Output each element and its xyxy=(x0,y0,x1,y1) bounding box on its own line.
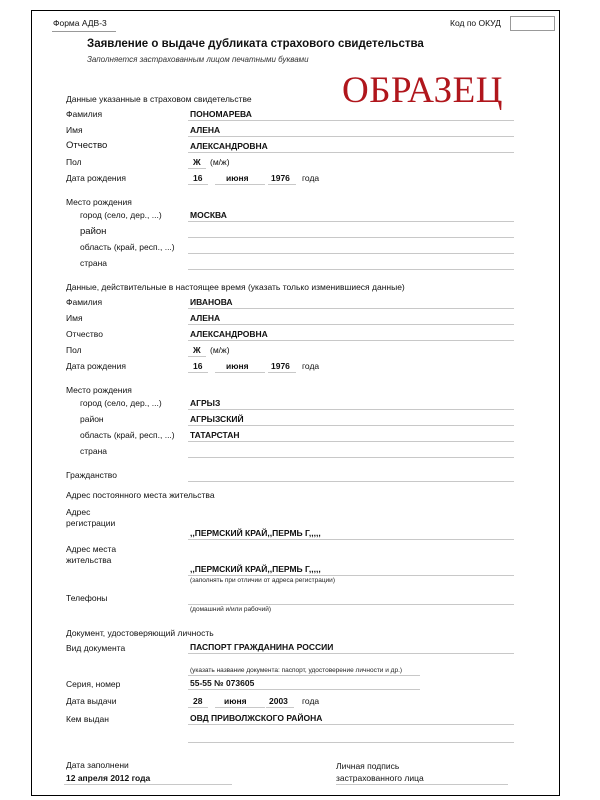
s1-city-label: город (село, дер., ...) xyxy=(80,210,162,220)
s2-patronymic-label: Отчество xyxy=(66,329,103,339)
s1-patronymic-label: Отчество xyxy=(66,140,108,151)
s1-dob-year[interactable]: 1976 xyxy=(271,173,290,183)
form-subtitle: Заполняется застрахованным лицом печатными буквами xyxy=(87,55,309,64)
s2-birthplace-heading: Место рождения xyxy=(66,385,132,395)
phones-label: Телефоны xyxy=(66,593,108,603)
doc-type-field[interactable]: ПАСПОРТ ГРАЖДАНИНА РОССИИ xyxy=(190,642,334,652)
s1-sex-field[interactable]: Ж xyxy=(193,157,201,167)
signature-label-2: застрахованного лица xyxy=(336,773,424,783)
date-filled-label: Дата заполнени xyxy=(66,760,129,770)
s2-region-field[interactable]: ТАТАРСТАН xyxy=(190,430,240,440)
s1-year-suffix: года xyxy=(302,173,320,183)
s2-city-label: город (село, дер., ...) xyxy=(80,398,162,408)
okud-label: Код по ОКУД xyxy=(450,18,501,28)
issue-day[interactable]: 28 xyxy=(193,696,203,706)
issue-year[interactable]: 2003 xyxy=(269,696,288,706)
s1-name-field[interactable]: АЛЕНА xyxy=(190,125,221,135)
s1-city-field[interactable]: МОСКВА xyxy=(190,210,227,220)
s2-sex-label: Пол xyxy=(66,345,82,355)
doc-type-label: Вид документа xyxy=(66,643,126,653)
reg-label-2: регистрации xyxy=(66,518,116,528)
identity-heading: Документ, удостоверяющий личность xyxy=(66,628,214,638)
s1-name-label: Имя xyxy=(66,125,83,135)
s1-sex-label: Пол xyxy=(66,157,82,167)
doc-type-hint: (указать название документа: паспорт, удостоверение личности и др.) xyxy=(190,667,403,674)
signature-line[interactable] xyxy=(336,784,508,785)
form-title: Заявление о выдаче дубликата страхового свидетельства xyxy=(87,38,424,50)
s2-name-field[interactable]: АЛЕНА xyxy=(190,313,221,323)
s2-district-label: район xyxy=(80,414,104,424)
s1-dob-label: Дата рождения xyxy=(66,173,126,183)
s2-region-label: область (край, респ., ...) xyxy=(80,430,175,440)
address-heading: Адрес постоянного места жительства xyxy=(66,490,215,500)
s2-dob-label: Дата рождения xyxy=(66,361,126,371)
s2-country-label: страна xyxy=(80,446,108,456)
signature-label-1: Личная подпись xyxy=(336,761,400,771)
form-code-underline xyxy=(52,31,116,32)
live-address-hint: (заполнять при отличии от адреса регистрации) xyxy=(190,577,335,584)
s2-sex-field[interactable]: Ж xyxy=(193,345,201,355)
issued-by-field[interactable]: ОВД ПРИВОЛЖСКОГО РАЙОНА xyxy=(190,713,323,723)
citizenship-label: Гражданство xyxy=(66,470,117,480)
s1-region-label: область (край, респ., ...) xyxy=(80,242,175,252)
s1-patronymic-field[interactable]: АЛЕКСАНДРОВНА xyxy=(190,141,268,151)
s1-surname-field[interactable]: ПОНОМАРЕВА xyxy=(190,109,252,119)
live-address-field[interactable]: ,,ПЕРМСКИЙ КРАЙ,,ПЕРМЬ Г,,,,, xyxy=(190,564,321,574)
reg-address-field[interactable]: ,,ПЕРМСКИЙ КРАЙ,,ПЕРМЬ Г,,,,, xyxy=(190,528,321,538)
s1-district-label: район xyxy=(80,226,107,237)
section1-heading: Данные указанные в страховом свидетельстве xyxy=(66,94,252,104)
s2-patronymic-field[interactable]: АЛЕКСАНДРОВНА xyxy=(190,329,268,339)
reg-label-1: Адрес xyxy=(66,507,91,517)
s2-surname-label: Фамилия xyxy=(66,297,103,307)
series-label: Серия, номер xyxy=(66,679,121,689)
s2-district-field[interactable]: АГРЫЗСКИЙ xyxy=(190,414,244,424)
form-page xyxy=(31,10,560,796)
issue-year-suffix: года xyxy=(302,696,320,706)
sample-stamp: ОБРАЗЕЦ xyxy=(342,70,503,111)
section2-heading: Данные, действительные в настоящее время (указать только изменившиеся данные) xyxy=(66,282,405,292)
okud-input[interactable] xyxy=(510,16,555,31)
s2-surname-field[interactable]: ИВАНОВА xyxy=(190,297,233,307)
issued-by-label: Кем выдан xyxy=(66,714,109,724)
s1-country-label: страна xyxy=(80,258,108,268)
s1-birthplace-heading: Место рождения xyxy=(66,197,132,207)
s1-dob-month[interactable]: июня xyxy=(226,173,249,183)
s2-sex-hint: (м/ж) xyxy=(210,345,230,355)
live-label-2: жительства xyxy=(66,555,112,565)
live-label-1: Адрес места xyxy=(66,544,117,554)
issue-date-label: Дата выдачи xyxy=(66,696,117,706)
s2-dob-day[interactable]: 16 xyxy=(193,361,203,371)
s2-dob-month[interactable]: июня xyxy=(226,361,249,371)
series-field[interactable]: 55-55 № 073605 xyxy=(190,678,255,688)
s2-dob-year[interactable]: 1976 xyxy=(271,361,290,371)
s1-dob-day[interactable]: 16 xyxy=(193,173,203,183)
s1-sex-hint: (м/ж) xyxy=(210,157,230,167)
s2-year-suffix: года xyxy=(302,361,320,371)
date-filled-field[interactable]: 12 апреля 2012 года xyxy=(66,773,151,783)
s1-surname-label: Фамилия xyxy=(66,109,103,119)
phones-hint: (домашний и/или рабочий) xyxy=(190,606,272,613)
form-code: Форма АДВ-3 xyxy=(53,18,107,28)
issue-month[interactable]: июня xyxy=(224,696,247,706)
s2-city-field[interactable]: АГРЫЗ xyxy=(190,398,221,408)
s2-name-label: Имя xyxy=(66,313,83,323)
